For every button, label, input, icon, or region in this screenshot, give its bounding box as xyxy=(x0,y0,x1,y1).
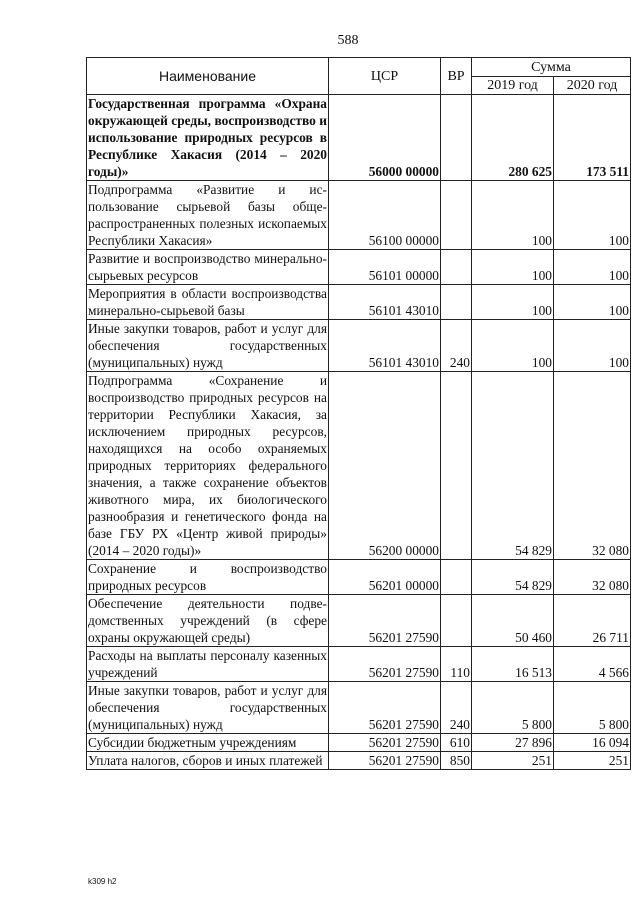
row-name: Расходы на выплаты персоналу казенных учреждений xyxy=(88,648,327,680)
table-row xyxy=(87,285,631,320)
table-row xyxy=(87,95,631,181)
row-name: Иные закупки товаров, работ и услуг для обеспечения государственных (муниципальных) нужд xyxy=(88,321,327,370)
row-sum-2020: 100 xyxy=(554,285,631,320)
row-name: Мероприятия в области воспроизводства минерально-сырьевой базы xyxy=(88,286,327,318)
row-sum-2019: 5 800 xyxy=(472,682,554,734)
header-year-2020: 2020 год xyxy=(554,77,631,95)
table-row xyxy=(87,560,631,595)
row-csr: 56201 27590 xyxy=(329,647,441,682)
table-row xyxy=(87,647,631,682)
row-csr: 56201 00000 xyxy=(329,560,441,595)
row-sum-2019: 100 xyxy=(472,320,554,372)
row-sum-2019: 50 460 xyxy=(472,595,554,647)
row-csr: 56201 27590 xyxy=(329,595,441,647)
row-vr xyxy=(441,285,472,320)
row-csr: 56101 43010 xyxy=(329,285,441,320)
row-csr: 56201 27590 xyxy=(329,682,441,734)
row-csr: 56100 00000 xyxy=(329,181,441,250)
row-csr: 56000 00000 xyxy=(329,95,441,181)
header-vr: ВР xyxy=(441,58,472,95)
table-row xyxy=(87,682,631,734)
row-sum-2020: 100 xyxy=(554,320,631,372)
table-row xyxy=(87,372,631,560)
row-name: Обеспечение деятельности подведомственных учреждений (в сфере охраны окружающей среды) xyxy=(88,596,327,645)
row-vr: 850 xyxy=(441,752,472,770)
row-vr: 240 xyxy=(441,320,472,372)
row-sum-2020: 100 xyxy=(554,250,631,285)
row-vr xyxy=(441,95,472,181)
row-sum-2020: 26 711 xyxy=(554,595,631,647)
row-sum-2019: 100 xyxy=(472,250,554,285)
row-name: Подпрограмма «Развитие и использование сырьевой базы общераспространенных полезных ископаемых Республики Хакасия» xyxy=(88,182,327,248)
table-row xyxy=(87,250,631,285)
row-csr: 56101 43010 xyxy=(329,320,441,372)
row-vr xyxy=(441,250,472,285)
table-row xyxy=(87,734,631,752)
row-name: Уплата налогов, сборов и иных платежей xyxy=(87,752,329,770)
table-row xyxy=(87,181,631,250)
row-sum-2020: 5 800 xyxy=(554,682,631,734)
row-sum-2020: 4 566 xyxy=(554,647,631,682)
row-sum-2020: 173 511 xyxy=(554,95,631,181)
header-year-2019: 2019 год xyxy=(472,77,554,95)
row-sum-2020: 32 080 xyxy=(554,560,631,595)
row-sum-2019: 280 625 xyxy=(472,95,554,181)
header-sum: Сумма xyxy=(472,58,631,77)
table-body xyxy=(87,95,631,770)
row-vr xyxy=(441,560,472,595)
footer-code: k309 h2 xyxy=(88,877,117,886)
row-vr xyxy=(441,181,472,250)
row-sum-2019: 54 829 xyxy=(472,372,554,560)
budget-table xyxy=(86,57,631,770)
row-sum-2019: 27 896 xyxy=(472,734,554,752)
row-sum-2019: 16 513 xyxy=(472,647,554,682)
row-csr: 56201 27590 xyxy=(329,752,441,770)
row-vr: 610 xyxy=(441,734,472,752)
table-row xyxy=(87,752,631,770)
row-vr xyxy=(441,372,472,560)
row-csr: 56101 00000 xyxy=(329,250,441,285)
row-sum-2020: 100 xyxy=(554,181,631,250)
table-row xyxy=(87,320,631,372)
row-name: Развитие и воспроизводство минерально-сырьевых ресурсов xyxy=(88,251,327,283)
row-name: Подпрограмма «Сохранение и воспроизводство природных ресурсов на территории Республики Хакасия, за исключением природных ресурсов, находящихся на особо охраняемых природных территориях федерального значения, а также сохранение объектов животного мира, их биологического разнообразия и генетического фонда на базе ГБУ РХ «Центр живой природы» (2014 – 2020 годы)» xyxy=(88,373,327,558)
row-name: Государственная программа «Охрана окружающей среды, воспроизводство и использование природных ресурсов в Республике Хакасия (2014 – 2020 годы)» xyxy=(88,96,327,179)
row-vr xyxy=(441,595,472,647)
row-sum-2020: 32 080 xyxy=(554,372,631,560)
row-sum-2020: 251 xyxy=(554,752,631,770)
row-csr: 56201 27590 xyxy=(329,734,441,752)
table-row xyxy=(87,595,631,647)
row-name: Сохранение и воспроизводство природных ресурсов xyxy=(88,561,327,593)
row-sum-2019: 251 xyxy=(472,752,554,770)
row-csr: 56200 00000 xyxy=(329,372,441,560)
page-number: 588 xyxy=(337,33,359,48)
row-vr: 240 xyxy=(441,682,472,734)
row-name: Субсидии бюджетным учреждениям xyxy=(87,734,329,752)
row-sum-2019: 100 xyxy=(472,181,554,250)
row-sum-2020: 16 094 xyxy=(554,734,631,752)
row-sum-2019: 100 xyxy=(472,285,554,320)
row-name: Иные закупки товаров, работ и услуг для обеспечения государственных (муниципальных) нужд xyxy=(88,683,327,732)
row-sum-2019: 54 829 xyxy=(472,560,554,595)
header-name: Наименование xyxy=(87,58,329,95)
header-csr: ЦСР xyxy=(329,58,441,95)
row-vr: 110 xyxy=(441,647,472,682)
